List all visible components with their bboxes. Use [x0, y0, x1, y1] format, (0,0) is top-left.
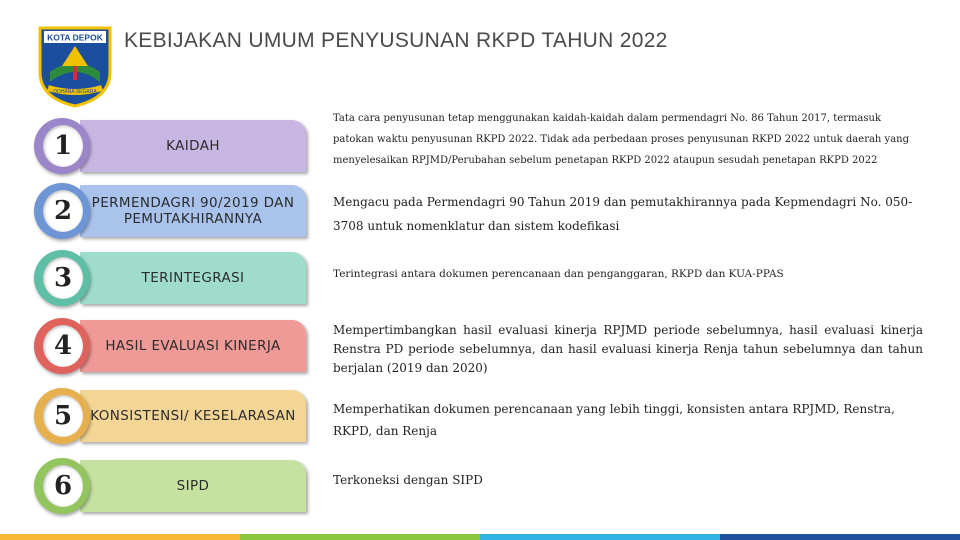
stripe-segment-4 [720, 534, 960, 540]
row-4 [34, 318, 306, 374]
number-text-6: 6 [43, 465, 83, 507]
number-text-1: 1 [43, 125, 83, 167]
number-text-3: 3 [43, 257, 83, 299]
description-1: Tata cara penyusunan tetap menggunakan kaidah-kaidah dalam permendagri No. 86 Tahun 2017, termasuk patokan waktu penyusunan RKPD 2022. Tidak ada perbedaan proses penyusunan RKPD 2022 untuk daerah yang menyelesaikan RPJMD/Perubahan sebelum penetapan RKPD 2022 ataupun sesudah penetapan RKPD 2022 [333, 113, 910, 166]
number-text-4: 4 [43, 325, 83, 367]
label-text-2: PERMENDAGRI 90/2019 DAN PEMUTAKHIRANNYA [91, 195, 295, 227]
number-badge-3 [34, 250, 90, 306]
label-text-3: TERINTEGRASI [141, 270, 245, 286]
row-2 [34, 183, 306, 239]
description-6: Terkoneksi dengan SIPD [333, 473, 483, 487]
description-4: Mempertimbangkan hasil evaluasi kinerja RPJMD periode sebelumnya, hasil evaluasi kinerja Renstra PD periode sebelumnya, dan hasil evaluasi kinerja Renja tahun sebelumnya dan tahun berjalan (2019 dan 2020) [333, 323, 923, 375]
number-badge-5 [34, 388, 90, 444]
number-badge-6 [34, 458, 90, 514]
logo-motto: DOHANA SEGARA [53, 89, 97, 95]
number-text-2: 2 [43, 190, 83, 232]
number-text-5: 5 [43, 395, 83, 437]
stripe-segment-3 [480, 534, 720, 540]
number-badge-1 [34, 118, 90, 174]
logo-text: KOTA DEPOK [47, 32, 103, 43]
stripe-segment-2 [240, 534, 480, 540]
label-text-6: SIPD [176, 478, 210, 494]
description-5: Memperhatikan dokumen perencanaan yang lebih tinggi, konsisten antara RPJMD, Renstra, RKPD, dan Renja [333, 402, 895, 438]
stripe-segment-1 [0, 534, 240, 540]
label-text-4: HASIL EVALUASI KINERJA [105, 338, 281, 354]
row-6 [34, 458, 306, 514]
row-5 [34, 388, 306, 444]
number-badge-2 [34, 183, 90, 239]
page-title: KEBIJAKAN UMUM PENYUSUNAN RKPD TAHUN 2022 [124, 29, 668, 52]
label-text-1: KAIDAH [166, 138, 220, 154]
number-badge-4 [34, 318, 90, 374]
description-3: Terintegrasi antara dokumen perencanaan dan penganggaran, RKPD dan KUA-PPAS [333, 268, 784, 280]
label-text-5: KONSISTENSI/ KESELARASAN [90, 408, 296, 424]
row-3 [34, 250, 306, 306]
kota-depok-logo [34, 22, 116, 108]
description-2: Mengacu pada Permendagri 90 Tahun 2019 dan pemutakhirannya pada Kepmendagri No. 050-3708 untuk nomenklatur dan sistem kodefikasi [333, 195, 913, 233]
row-1 [34, 118, 306, 174]
